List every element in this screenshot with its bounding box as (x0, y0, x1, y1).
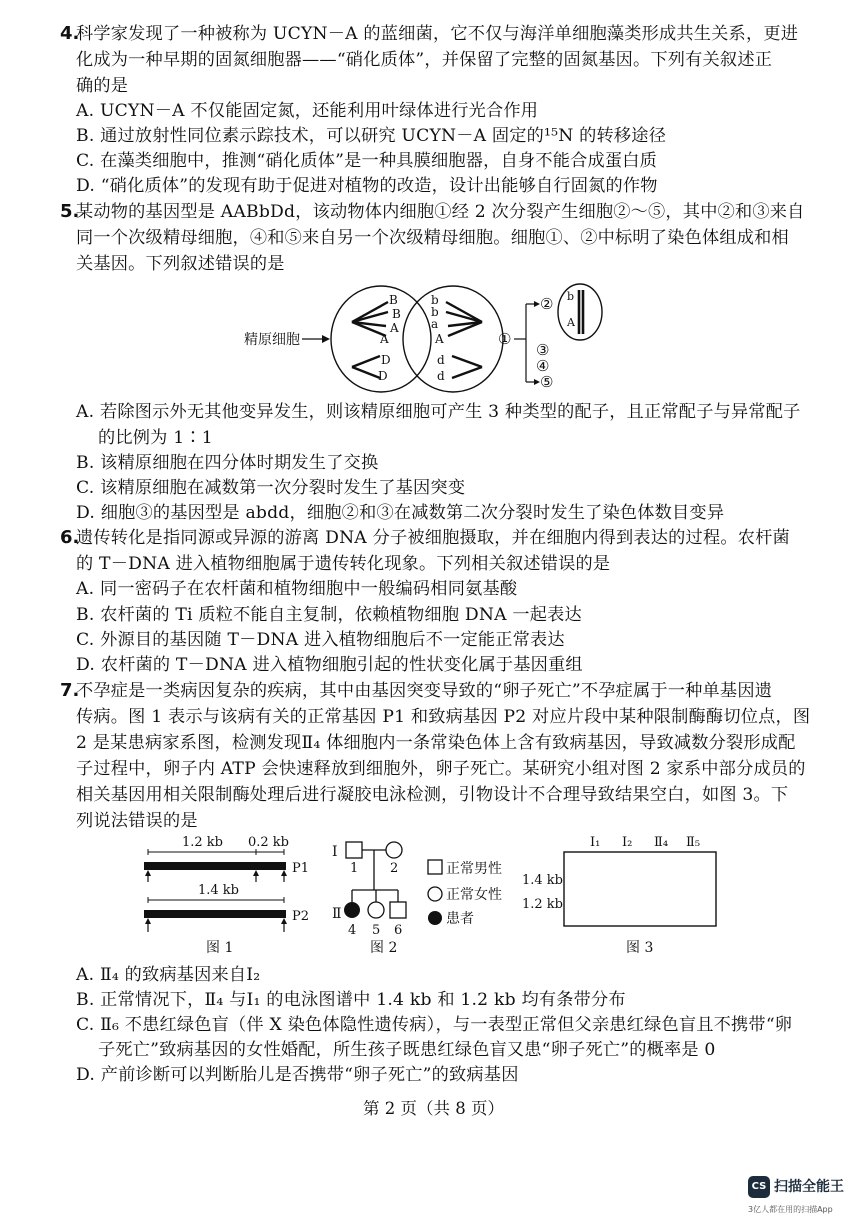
q4-option-d: D. “硝化质体”的发现有助于促进对植物的改造，设计出能够自行固氮的作物 (76, 176, 658, 196)
cell-one-label: ① (498, 330, 512, 348)
q7-option-b: B. 正常情况下，Ⅱ₄ 与Ⅰ₁ 的电泳图谱中 1.4 kb 和 1.2 kb 均有条带分布 (76, 990, 626, 1010)
band-1.2kb: 1.2 kb (522, 897, 564, 912)
cell-right-half (403, 286, 503, 392)
q7-option-d: D. 产前诊断可以判断胎儿是否携带“卵子死亡”的致病基因 (76, 1065, 519, 1085)
q7-stem-line-6: 列说法错误的是 (76, 811, 198, 831)
fig1-label-1.2kb: 1.2 kb (182, 835, 224, 850)
q6-stem-line-2: 的 T－DNA 进入植物细胞属于遗传转化现象。下列相关叙述错误的是 (76, 554, 611, 574)
cell-two-gene-A: A (567, 316, 575, 329)
q5-stem-line-2: 同一个次级精母细胞，④和⑤来自另一个次级精母细胞。细胞①、②中标明了染色体组成和相 (76, 228, 789, 248)
lane-I1: Ⅰ₁ (590, 835, 601, 850)
p1-bar (144, 862, 286, 870)
pedigree-num-6: 6 (394, 923, 403, 938)
gene-d-1: d (437, 353, 445, 367)
cell-two-gene-b: b (567, 290, 575, 303)
q7-option-c: C. Ⅱ₆ 不患红绿色盲（伴 X 染色体隐性遗传病），与一表型正常但父亲患红绿色盲且不携带“卵 (76, 1015, 793, 1035)
gene-d-2: d (437, 369, 445, 383)
right-chromosomes-top (446, 302, 482, 336)
q7-stem-line-1: 不孕症是一类病因复杂的疾病，其中由基因突变导致的“卵子死亡”不孕症属于一种单基因遗 (76, 681, 773, 701)
cut-site-icon (253, 870, 259, 876)
p2-label: P2 (292, 909, 310, 924)
pedigree-I1-male (346, 842, 362, 858)
gel-box (564, 852, 716, 926)
generation-I: Ⅰ (332, 844, 338, 860)
camscanner-icon: CS (748, 1176, 770, 1198)
watermark-tagline: 3亿人都在用的扫描App (748, 1205, 833, 1214)
gene-b-1: b (431, 293, 439, 307)
q5-option-a-cont: 的比例为 1∶1 (98, 428, 213, 448)
p2-bar (144, 910, 286, 918)
gene-D-1: D (381, 353, 391, 367)
q7-stem-line-5: 相关基因用相关限制酶处理后进行凝胶电泳检测，引物设计不合理导致结果空白，如图 3。下 (76, 785, 789, 805)
meiosis-figure (240, 282, 610, 398)
lane-I2: Ⅰ₂ (622, 835, 633, 850)
pedigree-I2-female (386, 842, 402, 858)
gene-B-2: B (392, 307, 401, 321)
q4-option-b: B. 通过放射性同位素示踪技术，可以研究 UCYN－A 固定的¹⁵N 的转移途径 (76, 126, 667, 146)
q7-stem-line-4: 子过程中，卵子内 ATP 会快速释放到细胞外，卵子死亡。某研究小组对图 2 家系中部分成员的 (76, 759, 806, 779)
cut-site-icon (281, 870, 287, 876)
pedigree-num-1: 1 (350, 861, 359, 876)
question-5-number: 5. (60, 201, 80, 222)
q5-option-d: D. 细胞③的基因型是 abdd，细胞②和③在减数第二次分裂时发生了染色体数目变异 (76, 503, 725, 523)
q4-stem-line-1: 科学家发现了一种被称为 UCYN－A 的蓝细菌，它不仅与海洋单细胞藻类形成共生关系，更进 (76, 24, 799, 44)
q4-stem-line-3: 确的是 (76, 76, 129, 96)
legend-female-icon (428, 887, 442, 901)
cell-three-label: ③ (536, 341, 550, 359)
spermatogonium-label: 精原细胞 (244, 332, 300, 348)
legend-patient-icon (428, 911, 442, 925)
question-6-number: 6. (60, 527, 80, 548)
right-chromosomes-bottom (452, 356, 482, 378)
q6-option-b: B. 农杆菌的 Ti 质粒不能自主复制，依赖植物细胞 DNA 一起表达 (76, 605, 582, 625)
q5-stem-line-3: 关基因。下列叙述错误的是 (76, 254, 285, 274)
legend-male-icon (428, 860, 442, 874)
q5-option-a: A. 若除图示外无其他变异发生，则该精原细胞可产生 3 种类型的配子，且正常配子与异常配子 (76, 402, 801, 422)
pedigree-num-5: 5 (372, 923, 381, 938)
q6-option-d: D. 农杆菌的 T－DNA 进入植物细胞引起的性状变化属于基因重组 (76, 655, 583, 675)
generation-II: Ⅱ (332, 906, 342, 922)
page-footer: 第 2 页（共 8 页） (363, 1099, 504, 1118)
question-7-number: 7. (60, 680, 80, 701)
q4-option-a: A. UCYN－A 不仅能固定氮，还能利用叶绿体进行光合作用 (76, 101, 539, 121)
pedigree-num-2: 2 (390, 861, 399, 876)
figure-1 (140, 830, 320, 960)
lane-II5: Ⅱ₅ (686, 835, 701, 850)
cell-five-label: ⑤ (540, 373, 554, 391)
q4-option-c: C. 在藻类细胞中，推测“硝化质体”是一种具膜细胞器，自身不能合成蛋白质 (76, 151, 658, 171)
q7-option-c-cont: 子死亡”致病基因的女性婚配，所生孩子既患红绿色盲又患“卵子死亡”的概率是 0 (98, 1040, 716, 1060)
lane-II4: Ⅱ₄ (654, 835, 669, 850)
fig1-label-1.4kb: 1.4 kb (198, 883, 240, 898)
pedigree-II5-female (368, 902, 384, 918)
q6-option-c: C. 外源目的基因随 T－DNA 进入植物细胞后不一定能正常表达 (76, 630, 565, 650)
legend-male: 正常男性 (446, 861, 502, 877)
left-chromosomes-top (352, 302, 388, 336)
watermark-name: 扫描全能王 (774, 1179, 844, 1195)
cell-four-label: ④ (536, 357, 550, 375)
gene-B-1: B (389, 293, 398, 307)
q5-option-b: B. 该精原细胞在四分体时期发生了交换 (76, 453, 379, 473)
scanner-watermark (748, 1176, 858, 1220)
q6-stem-line-1: 遗传转化是指同源或异源的游离 DNA 分子被细胞摄取，并在细胞内得到表达的过程。农杆菌 (76, 528, 790, 548)
arrow-head-icon (322, 335, 330, 343)
cell-two-label: ② (540, 295, 554, 313)
cut-site-icon (281, 918, 287, 924)
q7-option-a: A. Ⅱ₄ 的致病基因来自Ⅰ₂ (76, 965, 261, 985)
band-1.4kb: 1.4 kb (522, 873, 564, 888)
q4-stem-line-2: 化成为一种早期的固氮细胞器——“硝化质体”，并保留了完整的固氮基因。下列有关叙述正 (76, 50, 773, 70)
q6-option-a: A. 同一密码子在农杆菌和植物细胞中一般编码相同氨基酸 (76, 579, 518, 599)
legend-female: 正常女性 (446, 887, 502, 903)
fig1-label-0.2kb: 0.2 kb (248, 835, 290, 850)
fig2-caption: 图 2 (370, 940, 398, 956)
q5-option-c: C. 该精原细胞在减数第一次分裂时发生了基因突变 (76, 478, 466, 498)
pedigree-num-4: 4 (348, 923, 357, 938)
q7-stem-line-2: 传病。图 1 表示与该病有关的正常基因 P1 和致病基因 P2 对应片段中某种限制酶酶切位点，图 (76, 707, 811, 727)
cut-site-icon (145, 870, 151, 876)
gene-A-1: A (390, 321, 399, 335)
left-chromosomes-bottom (352, 356, 380, 378)
figure-3 (518, 828, 738, 960)
cut-site-icon (145, 918, 151, 924)
figure-2 (330, 830, 520, 960)
gene-A-3: A (435, 332, 444, 346)
gene-a-1: a (431, 317, 439, 331)
p1-label: P1 (292, 861, 310, 876)
question-4-number: 4. (60, 23, 80, 44)
pedigree-II4-patient (344, 902, 360, 918)
gene-A-2: A (380, 332, 389, 346)
pedigree-II6-male (390, 902, 406, 918)
q7-stem-line-3: 2 是某患病家系图，检测发现Ⅱ₄ 体细胞内一条常染色体上含有致病基因，导致减数分裂形成配 (76, 733, 796, 753)
gene-b-2: b (431, 305, 439, 319)
gene-D-2: D (378, 369, 388, 383)
fig3-caption: 图 3 (626, 940, 654, 956)
fig1-caption: 图 1 (206, 940, 234, 956)
q5-stem-line-1: 某动物的基因型是 AABbDd，该动物体内细胞①经 2 次分裂产生细胞②～⑤，其中②和③来自 (76, 202, 805, 222)
legend-patient: 患者 (446, 911, 474, 927)
